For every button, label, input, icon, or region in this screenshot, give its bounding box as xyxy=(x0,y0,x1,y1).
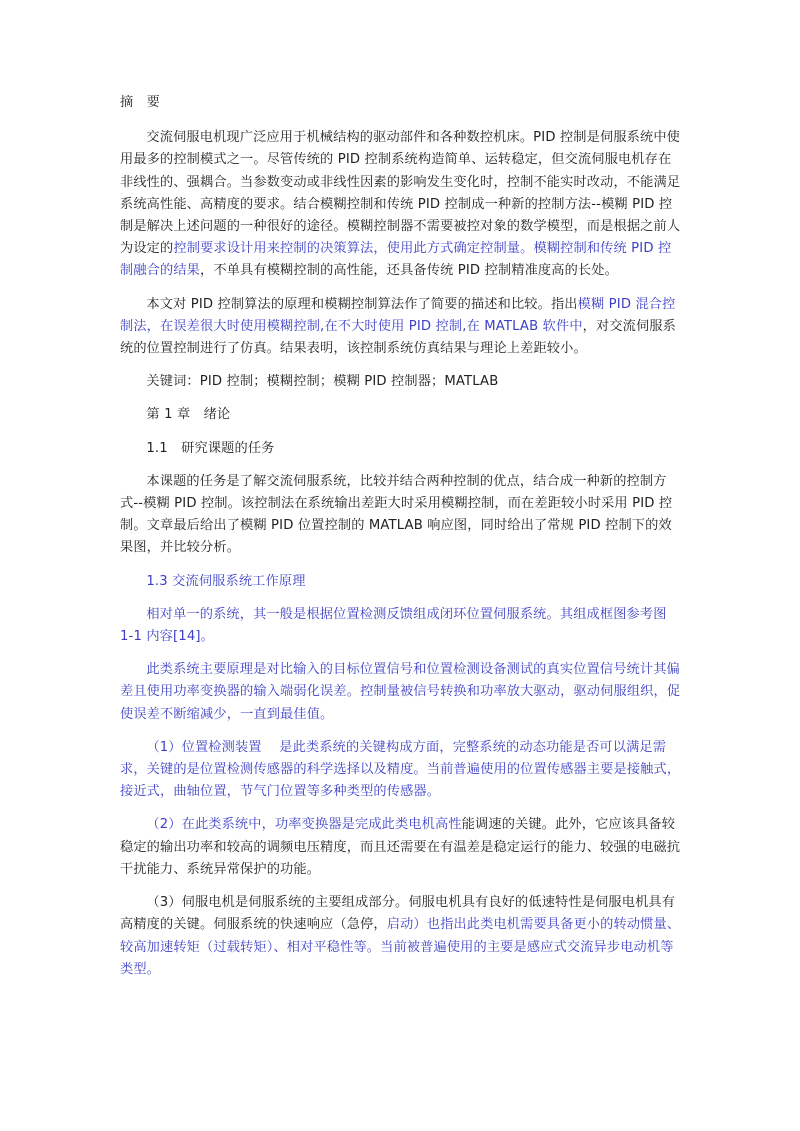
list-item-1 xyxy=(120,737,681,804)
section-1-1-title: 1.1 研究课题的任务 xyxy=(146,440,275,456)
text-run-highlight: 控制要求设计用来控制的决策算法，使用此方式确定控制量。模糊控制和传统 PID 控制融合的结果 xyxy=(120,241,672,279)
text-run-highlight: （2）在此类系统中，功率变换器是完成此类电机高性 xyxy=(146,817,462,833)
section-1-3-paragraph-1: 相对单一的系统，其一般是根据位置检测反馈组成闭环位置伺服系统。其组成框图参考图 1-1 内容[14]。 xyxy=(120,606,667,645)
section-1-3-paragraph-2: 此类系统主要原理是对比输入的目标位置信号和位置检测设备测试的真实位置信号统计其偏差且使用功率变换器的输入端弱化误差。控制量被信号转换和功率放大驱动，驱动伺服组织，促使误差不断缩减少，一直到最佳值。 xyxy=(120,662,681,722)
section-1-1-paragraph: 本课题的任务是了解交流伺服系统，比较并结合两种控制的优点，结合成一种新的控制方式--模糊 PID 控制。该控制法在系统输出差距大时采用模糊控制，而在差距较小时采用 PID 控制。文章最后给出了模糊 PID 位置控制的 MATLAB 响应图，同时给出了常规 PID 控制下的效果图，并比较分析。 xyxy=(120,473,673,556)
text-run: 交流伺服电机现广泛应用于机械结构的驱动部件和各种数控机床。PID 控制是伺服系统中使用最多的控制模式之一。尽管传统的 PID 控制系统构造简单、运转稳定，但交流伺服电机存在非线性的、强耦合。当参数变动或非线性因素的影响发生变化时，控制不能实时改动，不能满足系统高性能、高精度的要求。结合模糊控制和传统 PID 控制成一种新的控制方法--模糊 PID 控制是解决上述问题的一种很好的途径。模糊控制器不需要被控对象的数学模型，而是根据之前人为设定的 xyxy=(120,130,681,257)
text-run: （3）伺服电机是伺服系统的主要组成部分。伺服电机具有良好的低速特性是伺服电机具有高精度的关键。伺服系统的快速响应（急停， xyxy=(120,895,676,933)
keywords: 关键词：PID 控制；模糊控制；模糊 PID 控制器；MATLAB xyxy=(146,374,499,390)
text-run: ，不单具有模糊控制的高性能，还具备传统 PID 控制精准度高的长处。 xyxy=(200,263,618,279)
list-item-2 xyxy=(120,814,681,881)
text-run: 能调速的关键。此外，它应该具备较稳定的输出功率和较高的调频电压精度，而且还需要在有温差是稳定运行的能力、较强的电磁抗干扰能力、系统异常保护的功能。 xyxy=(120,817,681,877)
text-run-highlight: （1）位置检测装置 是此类系统的关键构成方面，完整系统的动态功能是否可以满足需求，关键的是位置检测传感器的科学选择以及精度。当前普遍使用的位置传感器主要是接触式，接近式，曲轴位置，节气门位置等多种类型的传感器。 xyxy=(120,739,681,800)
abstract-title: 摘 要 xyxy=(120,95,161,110)
text-run: 本文对 PID 控制算法的原理和模糊控制算法作了简要的描述和比较。指出 xyxy=(146,296,578,312)
section-1-3-title: 1.3 交流伺服系统工作原理 xyxy=(146,573,306,589)
document-body xyxy=(120,92,681,992)
abstract-paragraph-1 xyxy=(120,127,681,282)
text-run: ，对交流伺服系统的位置控制进行了仿真。结果表明，该控制系统仿真结果与理论上差距较小。 xyxy=(120,318,677,357)
chapter-title: 第 1 章 绪论 xyxy=(146,407,231,423)
text-run-highlight: 启动）也指出此类电机需要具备更小的转动惯量、较高加速转矩（过载转矩）、相对平稳性等。当前被普遍使用的主要是感应式交流异步电动机等类型。 xyxy=(120,917,681,977)
abstract-paragraph-2 xyxy=(120,294,681,361)
text-run-highlight: 模糊 PID 混合控制法，在误差很大时使用模糊控制,在不大时使用 PID 控制,在 MATLAB 软件中 xyxy=(120,296,676,334)
list-item-3 xyxy=(120,892,681,981)
